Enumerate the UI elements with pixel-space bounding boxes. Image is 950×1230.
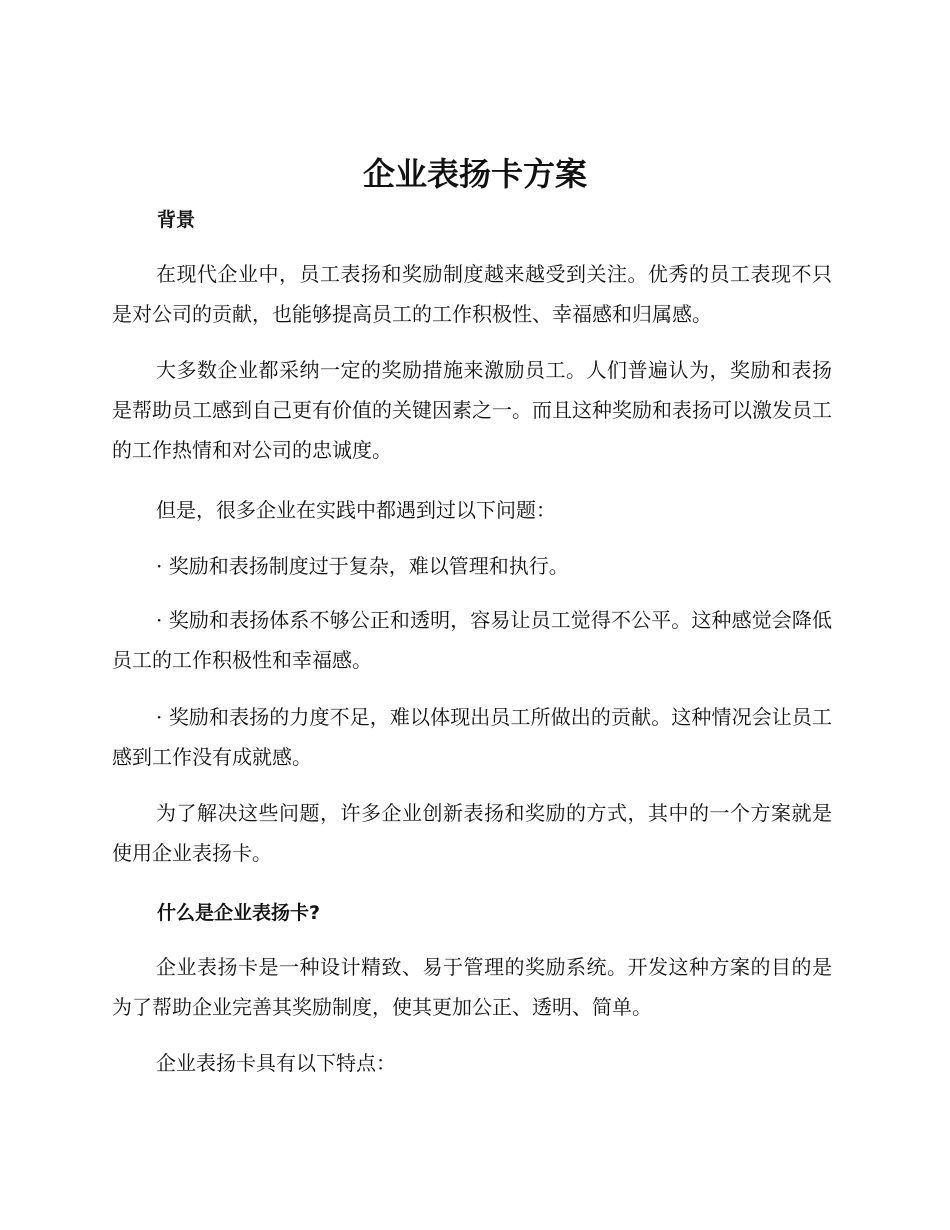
paragraph-background-closing: 为了解决这些问题，许多企业创新表扬和奖励的方式，其中的一个方案就是使用企业表扬卡。 — [112, 801, 832, 865]
paragraph-background-2: 大多数企业都采纳一定的奖励措施来激励员工。人们普遍认为，奖励和表扬是帮助员工感到自己更有价值的关键因素之一。而且这种奖励和表扬可以激发员工的工作热情和对公司的忠诚度。 — [112, 358, 832, 462]
paragraph-what-2: 企业表扬卡具有以下特点： — [156, 1051, 396, 1075]
bullet-item-1: · 奖励和表扬制度过于复杂，难以管理和执行。 — [156, 554, 569, 578]
paragraph-background-1: 在现代企业中，员工表扬和奖励制度越来越受到关注。优秀的员工表现不只是对公司的贡献，也能够提高员工的工作积极性、幸福感和归属感。 — [112, 262, 832, 326]
section-heading-background: 背景 — [157, 209, 196, 231]
paragraph-background-3: 但是，很多企业在实践中都遇到过以下问题： — [156, 498, 556, 522]
paragraph-what-1: 企业表扬卡是一种设计精致、易于管理的奖励系统。开发这种方案的目的是为了帮助企业完善其奖励制度，使其更加公正、透明、简单。 — [112, 955, 832, 1019]
bullet-item-2: · 奖励和表扬体系不够公正和透明，容易让员工觉得不公平。这种感觉会降低员工的工作积极性和幸福感。 — [112, 608, 832, 672]
bullet-item-3: · 奖励和表扬的力度不足，难以体现出员工所做出的贡献。这种情况会让员工感到工作没有成就感。 — [112, 705, 832, 769]
document-title: 企业表扬卡方案 — [362, 155, 587, 193]
section-heading-what: 什么是企业表扬卡? — [157, 902, 321, 924]
